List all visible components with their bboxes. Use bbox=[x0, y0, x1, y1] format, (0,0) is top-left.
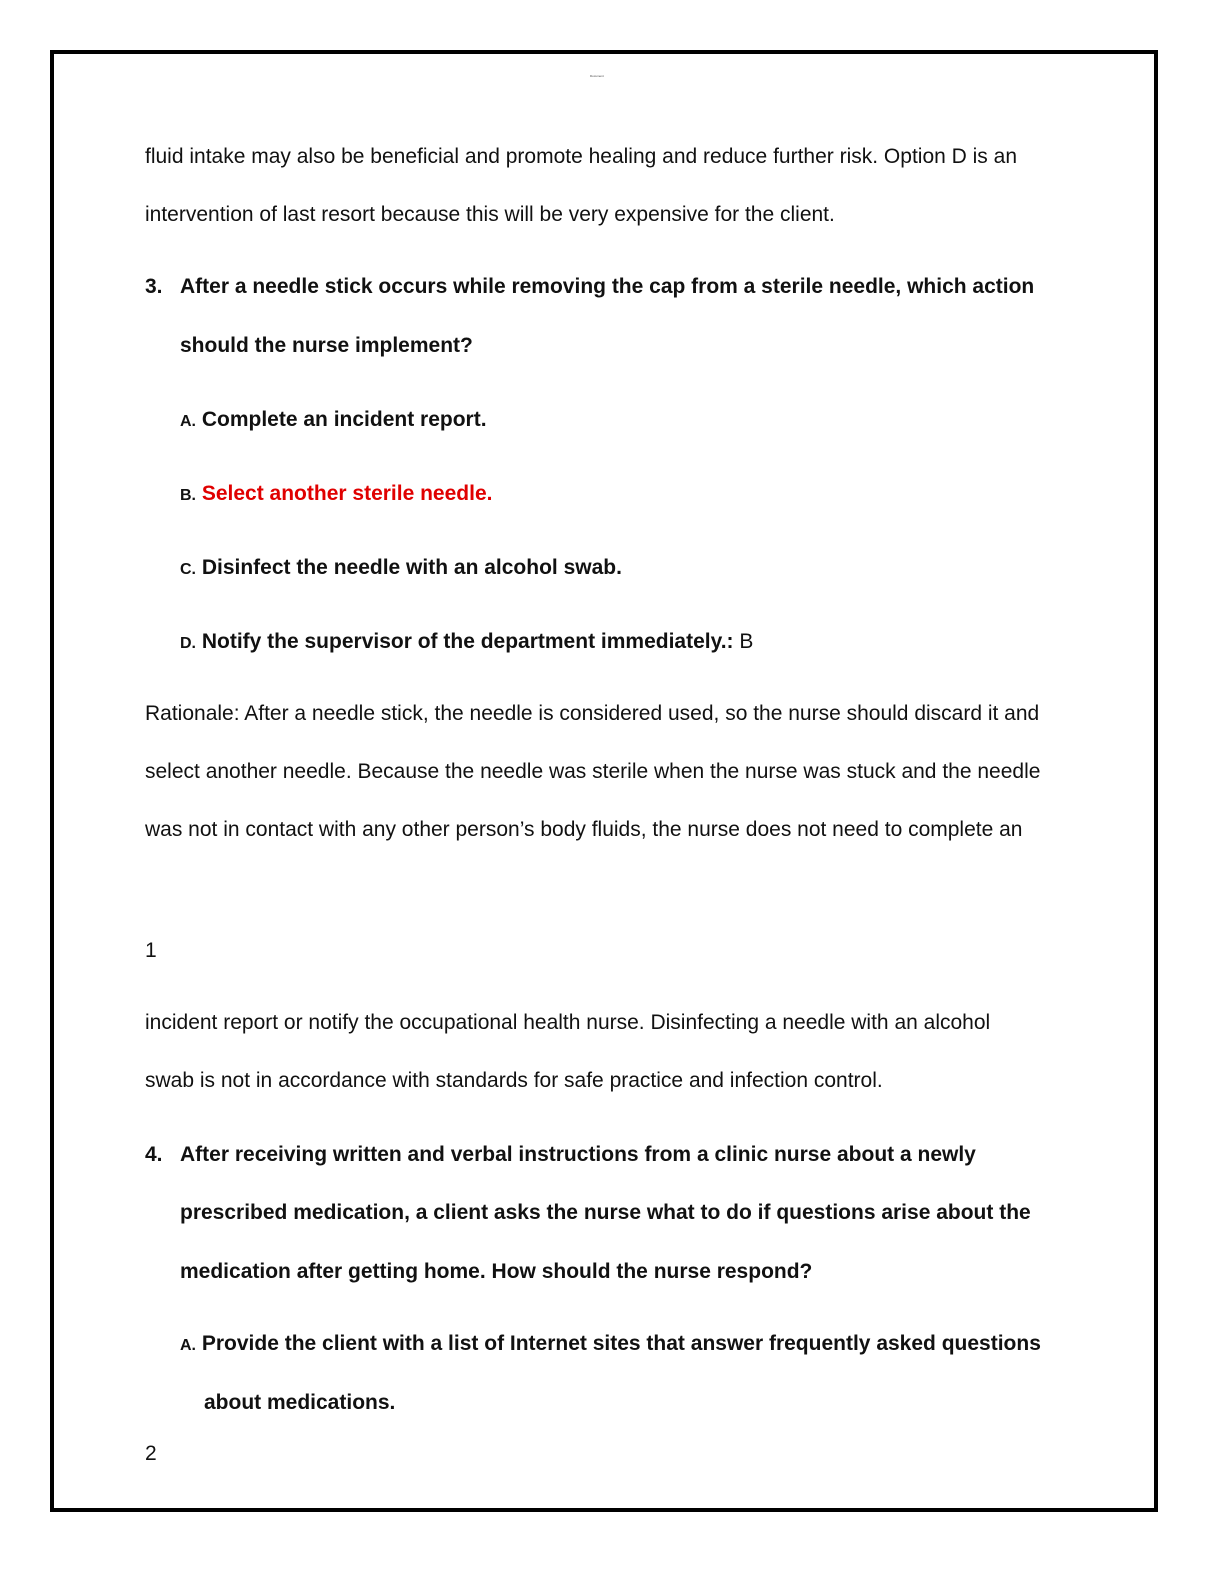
option-text: Notify the supervisor of the department immediately.: bbox=[201, 630, 734, 653]
option-text: Disinfect the needle with an alcohol swab. bbox=[201, 556, 622, 579]
rationale-line-1: Rationale: After a needle stick, the needle is considered used, so the nurse should discard it and bbox=[145, 702, 1040, 725]
option-label: A. bbox=[180, 1337, 196, 1354]
option-label: B. bbox=[180, 487, 196, 504]
question-4-line-1: After receiving written and verbal instructions from a clinic nurse about a newly bbox=[180, 1143, 976, 1166]
question-3-number: 3. bbox=[145, 275, 163, 298]
question-3-line-1: After a needle stick occurs while removing the cap from a sterile needle, which action bbox=[180, 275, 1035, 298]
question-4-line-2: prescribed medication, a client asks the nurse what to do if questions arise about the bbox=[180, 1201, 1031, 1224]
rationale-line-3: was not in contact with any other person’s body fluids, the nurse does not need to complete an bbox=[145, 818, 1023, 841]
q3-option-b bbox=[180, 482, 492, 508]
option-text: Complete an incident report. bbox=[201, 408, 487, 431]
page-number-1: 1 bbox=[145, 939, 157, 962]
question-4-number: 4. bbox=[145, 1143, 163, 1166]
q3-option-d bbox=[180, 630, 753, 656]
page-number-2: 2 bbox=[145, 1442, 157, 1465]
continuation-line-1: incident report or notify the occupational health nurse. Disinfecting a needle with an alcohol bbox=[145, 1011, 991, 1034]
rationale-line-2: select another needle. Because the needle was sterile when the nurse was stuck and the needle bbox=[145, 760, 1041, 783]
continuation-line-2: swab is not in accordance with standards for safe practice and infection control. bbox=[145, 1069, 883, 1092]
option-label: C. bbox=[180, 561, 196, 578]
q3-option-c bbox=[180, 556, 622, 582]
q4-option-a-line-2: about medications. bbox=[204, 1391, 396, 1414]
q3-option-a bbox=[180, 408, 487, 434]
intro-line-2: intervention of last resort because this will be very expensive for the client. bbox=[145, 203, 835, 226]
page-header: Document bbox=[590, 74, 604, 78]
q4-option-a bbox=[180, 1332, 1041, 1358]
question-4-line-3: medication after getting home. How should the nurse respond? bbox=[180, 1260, 813, 1283]
option-label: A. bbox=[180, 413, 196, 430]
option-text: Provide the client with a list of Internet sites that answer frequently asked questions bbox=[201, 1332, 1041, 1355]
option-label: D. bbox=[180, 635, 196, 652]
question-3-line-2: should the nurse implement? bbox=[180, 334, 473, 357]
intro-line-1: fluid intake may also be beneficial and promote healing and reduce further risk. Option D is an bbox=[145, 145, 1017, 168]
answer-key: B bbox=[733, 630, 754, 653]
correct-option-text: Select another sterile needle. bbox=[201, 482, 493, 505]
